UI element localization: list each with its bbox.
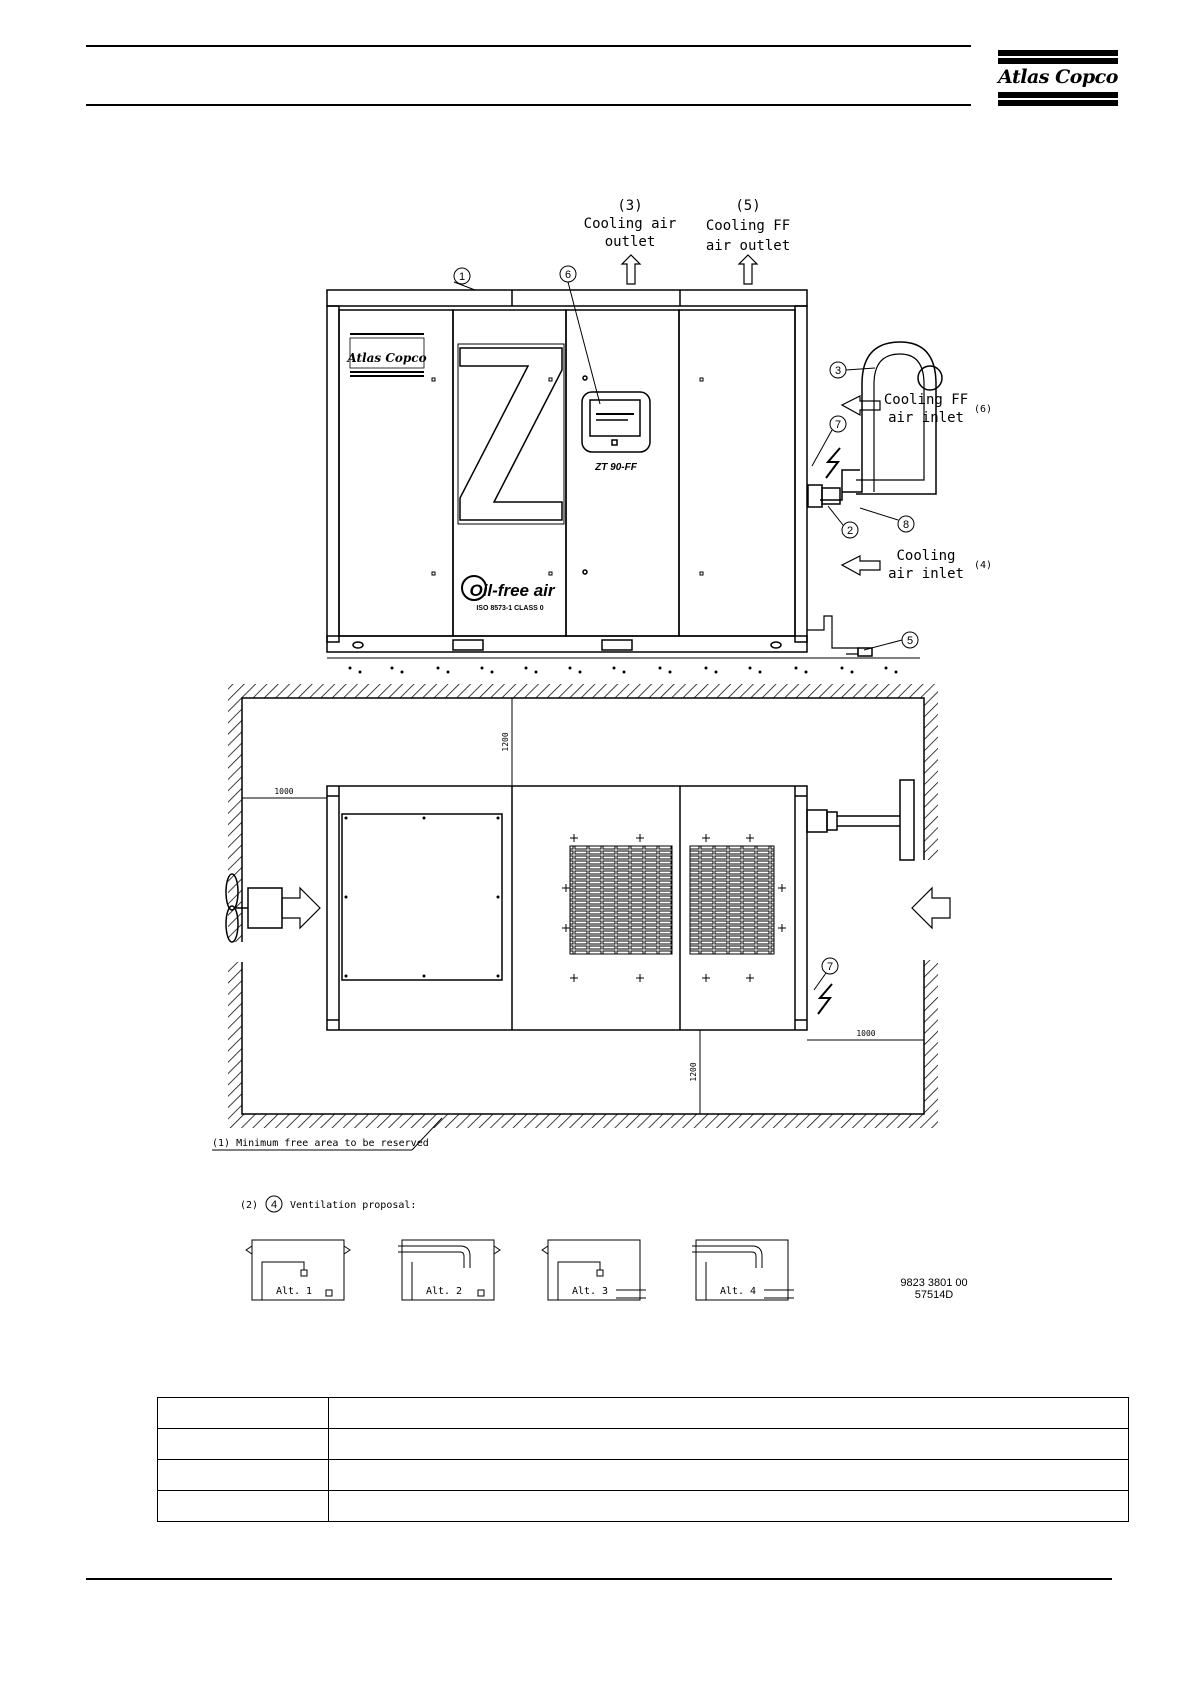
panel-brand: Atlas Copco xyxy=(347,351,427,365)
table-cell xyxy=(329,1491,1129,1522)
outlet-3-line1: Cooling air xyxy=(583,216,677,232)
dim-top: 1200 xyxy=(501,732,510,752)
table-cell xyxy=(329,1460,1129,1491)
oilfree-sub: ISO 8573-1 CLASS 0 xyxy=(476,605,544,612)
outlet-5-num: (5) xyxy=(735,198,761,214)
inlet-cooling-num: (4) xyxy=(974,560,993,571)
grille-right xyxy=(690,846,774,954)
vent-callout-text: 4 xyxy=(270,1199,278,1211)
grille-left xyxy=(570,846,672,954)
callout-7-top-text: 7 xyxy=(826,961,834,973)
alt-3-label: Alt. 3 xyxy=(571,1286,609,1297)
controller-screen xyxy=(590,400,640,436)
vent-title: Ventilation proposal: xyxy=(290,1200,417,1211)
model-label: ZT 90-FF xyxy=(595,462,637,473)
oilfree-label: Oil-free air xyxy=(469,581,555,600)
vent-prefix: (2) xyxy=(240,1200,259,1211)
drawing-code: 57514D xyxy=(914,1289,954,1301)
inlet-ff-line2: air inlet xyxy=(888,410,964,426)
dim-right: 1000 xyxy=(856,1029,876,1038)
front-view xyxy=(327,255,942,658)
cooler-panel xyxy=(342,814,502,980)
outlet-5-line2: air outlet xyxy=(705,238,791,254)
table-row xyxy=(158,1398,1129,1429)
panel-right xyxy=(679,310,795,636)
callout-6-text: 6 xyxy=(564,269,572,281)
canopy-top xyxy=(327,290,807,306)
callout-8-text: 8 xyxy=(902,519,910,531)
inlet-ff-line1: Cooling FF xyxy=(883,392,969,408)
ventilation-alternatives xyxy=(246,1240,794,1300)
table-cell xyxy=(158,1460,329,1491)
drawing-number: 9823 3801 00 xyxy=(900,1277,968,1289)
table-cell xyxy=(329,1429,1129,1460)
data-table xyxy=(157,1397,1129,1522)
table-row xyxy=(158,1429,1129,1460)
panel-dots xyxy=(345,817,500,978)
inlet-cooling-line1: Cooling xyxy=(896,548,956,564)
table-cell xyxy=(158,1491,329,1522)
outlet-3-line2: outlet xyxy=(604,234,656,250)
dim-left: 1000 xyxy=(274,787,294,796)
callout-5-text: 5 xyxy=(906,635,914,647)
table-row xyxy=(158,1491,1129,1522)
outlet-3-num: (3) xyxy=(617,198,643,214)
callout-2-text: 2 xyxy=(846,525,854,537)
callout-7-text: 7 xyxy=(834,419,842,431)
alt-2-label: Alt. 2 xyxy=(425,1286,463,1297)
table-row xyxy=(158,1460,1129,1491)
panel-controller xyxy=(566,310,679,636)
alt-1-label: Alt. 1 xyxy=(275,1286,313,1297)
callout-3-text: 3 xyxy=(834,365,842,377)
brand-wordmark: Atlas Copco xyxy=(998,66,1118,88)
floor-texture xyxy=(349,667,898,674)
callout-1-text: 1 xyxy=(458,271,466,283)
inlet-cooling-line2: air inlet xyxy=(888,566,964,582)
inlet-ff-num: (6) xyxy=(974,404,993,415)
alt-4-label: Alt. 4 xyxy=(719,1286,757,1297)
dim-bottom: 1200 xyxy=(689,1062,698,1082)
top-view xyxy=(226,698,950,1114)
free-area-note: (1) Minimum free area to be reserved xyxy=(212,1138,429,1149)
table-cell xyxy=(158,1398,329,1429)
outlet-5-line1: Cooling FF xyxy=(705,218,791,234)
table-cell xyxy=(158,1429,329,1460)
table-cell xyxy=(329,1398,1129,1429)
